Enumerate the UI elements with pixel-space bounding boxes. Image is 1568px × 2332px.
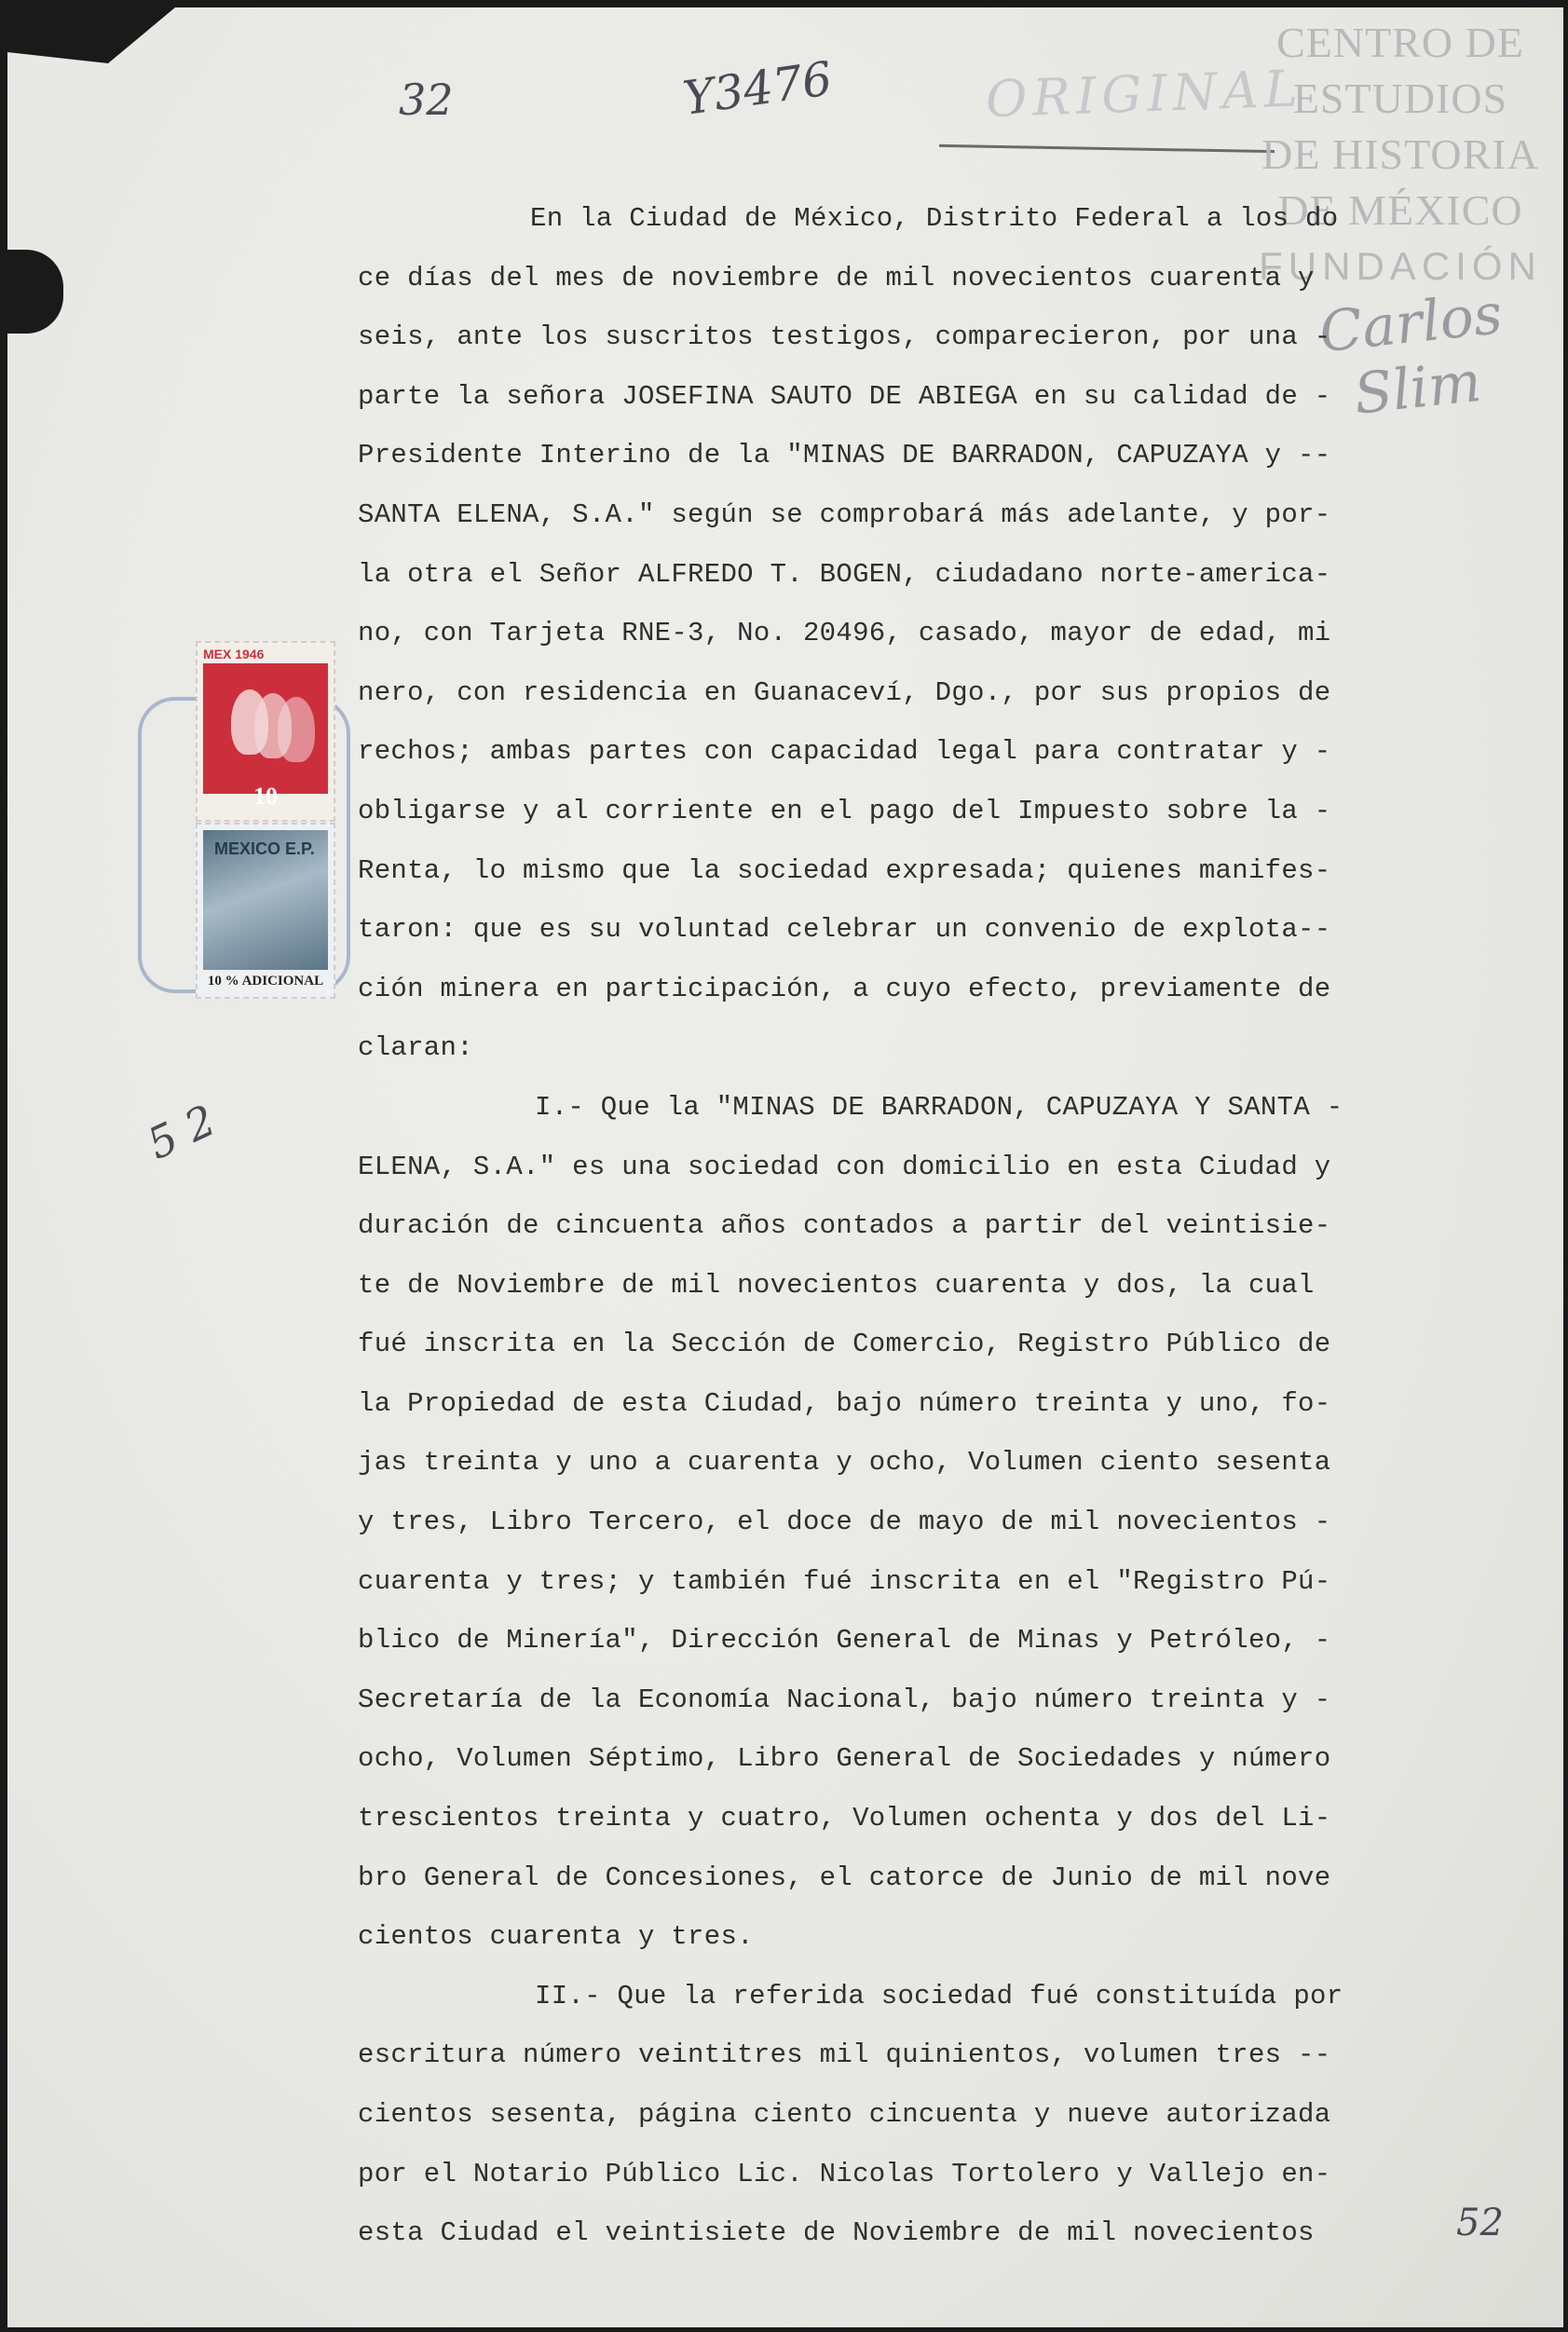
left-margin-note: 5 2 [140,1095,224,1169]
body-line: te de Noviembre de mil novecientos cuarenta y dos, la cual [358,1269,1315,1301]
watermark-line-4: DE MÉXICO [1277,186,1523,234]
blue-stamp-text: MEXICO E.P. [214,839,315,858]
reference-note: Y3476 [679,51,836,126]
watermark-fundacion: FUNDACIÓN [1259,244,1542,288]
watermark-line-2: ESTUDIOS [1292,75,1508,122]
body-line: bro General de Concesiones, el catorce de Junio de mil nove [358,1862,1331,1893]
body-line: Presidente Interino de la "MINAS DE BARRADON, CAPUZAYA y -- [358,440,1331,471]
torn-corner [7,7,175,63]
body-line: claran: [358,1032,473,1064]
body-line: ción minera en participación, a cuyo efecto, previamente de [358,973,1331,1004]
red-stamp-value: 10 [253,783,278,810]
body-line: SANTA ELENA, S.A." según se comprobará más adelante, y por- [358,498,1331,530]
body-line: II.- Que la referida sociedad fué constituída por [535,1980,1343,2012]
revenue-stamps [184,641,343,1032]
body-line: cientos sesenta, página ciento cincuenta y nueve autorizada [358,2099,1331,2130]
body-line: ocho, Volumen Séptimo, Libro General de Sociedades y número [358,1743,1331,1775]
body-line: rechos; ambas partes con capacidad legal para contratar y - [358,736,1331,768]
body-line: obligarse y al corriente en el pago del Impuesto sobre la - [358,795,1331,826]
blue-stamp-footer: 10 % ADICIONAL [207,974,324,989]
body-line: la otra el Señor ALFREDO T. BOGEN, ciudadano norte-america- [358,558,1331,590]
body-line: y tres, Libro Tercero, el doce de mayo de mil novecientos - [358,1507,1331,1538]
body-line: no, con Tarjeta RNE-3, No. 20496, casado, mayor de edad, mi [358,618,1331,649]
body-line: fué inscrita en la Sección de Comercio, Registro Público de [358,1329,1331,1360]
page-number-note: 32 [399,75,454,125]
stamp-underline [939,144,1275,153]
body-line: por el Notario Público Lic. Nicolas Tortolero y Vallejo en- [358,2158,1331,2189]
body-line: cuarenta y tres; y también fué inscrita en el "Registro Pú- [358,1565,1331,1597]
body-line: ELENA, S.A." es una sociedad con domicilio en esta Ciudad y [358,1151,1331,1182]
blue-stamp-image [203,830,328,970]
document-body [358,189,1429,2263]
watermark-line-1: CENTRO DE [1276,19,1524,66]
body-line: nero, con residencia en Guanaceví, Dgo., por sus propios de [358,676,1331,708]
original-stamp: ORIGINAL [984,59,1304,130]
body-line: taron: que es su voluntad celebrar un convenio de explota-- [358,914,1331,946]
body-line: jas treinta y uno a cuarenta y ocho, Volumen ciento sesenta [358,1447,1331,1479]
body-line: la Propiedad de esta Ciudad, bajo número treinta y uno, fo- [358,1387,1331,1419]
faces-icon [231,680,315,773]
body-line: seis, ante los suscritos testigos, comparecieron, por una - [358,321,1331,353]
watermark-line-3: DE HISTORIA [1261,130,1539,178]
watermark-signature: Carlos Slim [1316,281,1506,428]
body-line: parte la señora JOSEFINA SAUTO DE ABIEGA en su calidad de - [358,380,1331,412]
red-revenue-stamp [196,641,335,822]
red-stamp-image [203,663,328,810]
body-line: blico de Minería", Dirección General de Minas y Petróleo, - [358,1625,1331,1657]
body-line: trescientos treinta y cuatro, Volumen ochenta y dos del Li- [358,1803,1331,1834]
red-stamp-header: MEX 1946 [203,647,265,661]
blue-revenue-stamp [196,823,335,999]
body-line: cientos cuarenta y tres. [358,1921,754,1953]
body-line: esta Ciudad el veintisiete de Noviembre de mil novecientos [358,2217,1315,2249]
body-line: ce días del mes de noviembre de mil novecientos cuarenta y [358,262,1315,293]
body-line: En la Ciudad de México, Distrito Federal a los do [530,203,1339,234]
bottom-margin-note: 52 [1456,2202,1504,2244]
body-line: Renta, lo mismo que la sociedad expresada; quienes manifes- [358,854,1331,886]
body-line: Secretaría de la Economía Nacional, bajo número treinta y - [358,1684,1331,1715]
binder-hole [7,250,63,334]
body-line: escritura número veintitres mil quinientos, volumen tres -- [358,2039,1331,2071]
body-line: I.- Que la "MINAS DE BARRADON, CAPUZAYA Y SANTA - [535,1091,1343,1123]
body-line: duración de cincuenta años contados a partir del veintisie- [358,1210,1331,1242]
document-page [7,7,1563,2327]
